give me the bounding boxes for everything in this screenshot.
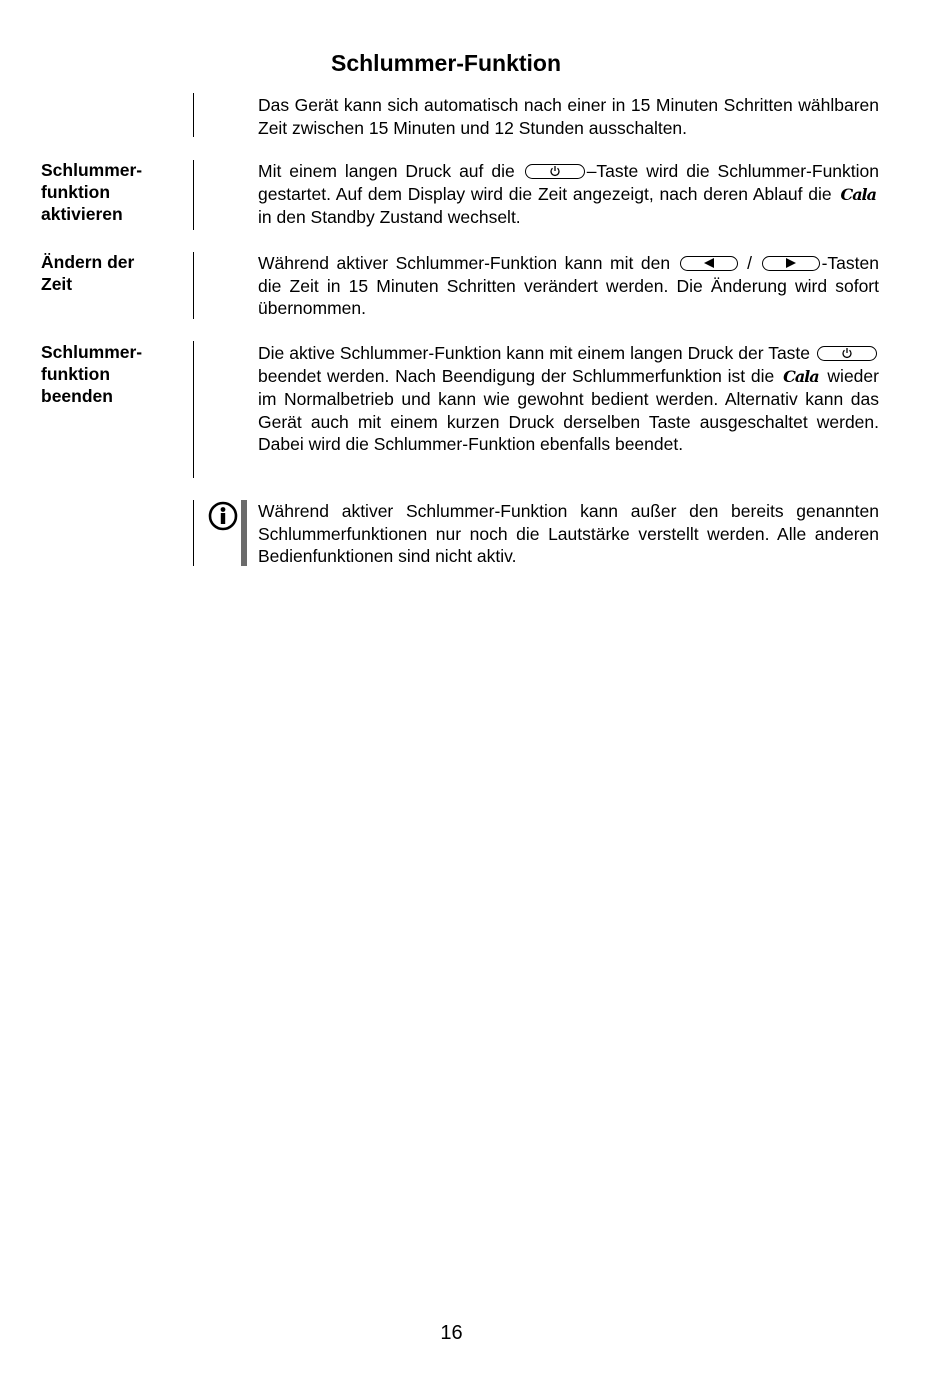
left-arrow-icon: [703, 258, 715, 269]
heading-line: funktion: [41, 364, 111, 384]
info-icon: [208, 501, 238, 531]
power-icon: [841, 347, 853, 359]
heading-line: funktion: [41, 182, 111, 202]
section-heading-end: [41, 341, 181, 407]
margin-rule: [193, 341, 194, 478]
section-heading-change-time: [41, 251, 181, 295]
heading-line: Zeit: [41, 274, 73, 294]
text-segment: –Taste wird die Schlummer-Funktion gestartet. Auf dem Display wird die Zeit angezeigt, nach deren Ablauf die: [258, 161, 879, 204]
text-segment: Mit einem langen Druck auf die: [258, 161, 515, 181]
text-segment: -Tasten die Zeit in 15 Minuten Schritten verändert werden. Die Änderung wird sofort übernommen.: [258, 253, 879, 318]
section-activate-text: [258, 160, 879, 229]
power-icon: [549, 165, 561, 177]
text-segment: Die aktive Schlummer-Funktion kann mit einem langen Druck der Taste: [258, 343, 811, 363]
margin-rule: [193, 160, 194, 230]
brand-logo: Cala: [783, 366, 819, 386]
brand-logo: Cala: [840, 184, 876, 204]
text-segment: Während aktiver Schlummer-Funktion kann mit den: [258, 253, 671, 273]
heading-line: Schlummer-: [41, 160, 143, 180]
right-button-symbol: [762, 256, 820, 271]
left-button-symbol: [680, 256, 738, 271]
page-title: Schlummer-Funktion: [331, 50, 562, 76]
intro-paragraph: Das Gerät kann sich automatisch nach einer in 15 Minuten Schritten wählbaren Zeit zwischen 15 Minuten und 12 Stunden ausschalten.: [258, 95, 879, 138]
heading-line: Ändern der: [41, 252, 135, 272]
separator-slash: /: [747, 253, 753, 273]
margin-rule: [193, 93, 194, 137]
margin-rule: [193, 252, 194, 319]
text-segment: in den Standby Zustand wechselt.: [258, 207, 521, 227]
right-arrow-icon: [785, 258, 797, 269]
heading-line: Schlummer-: [41, 342, 143, 362]
heading-line: beenden: [41, 386, 113, 406]
power-button-symbol: [525, 164, 585, 179]
section-end-text: [258, 342, 879, 456]
text-segment: beendet werden. Nach Beendigung der Schlummerfunktion ist die: [258, 365, 775, 386]
margin-rule: [193, 500, 194, 566]
info-note-bar: [241, 500, 247, 566]
section-heading-activate: [41, 159, 181, 225]
section-change-time-text: [258, 252, 879, 320]
text-segment: wieder im Normalbetrieb und kann wie gewohnt bedient werden. Alternativ kann das Gerät auch mit einem kurzen Druck derselben Taste ausgeschaltet werden. Dabei wird die Schlummer-Funktion ebenfalls beendet.: [258, 365, 879, 454]
page-number: 16: [440, 1322, 463, 1344]
info-note-text: Während aktiver Schlummer-Funktion kann außer den bereits genannten Schlummerfunktionen nur noch die Lautstärke verstellt werden. Alle anderen Bedienfunktionen sind nicht aktiv.: [258, 501, 879, 566]
power-button-symbol: [817, 346, 877, 361]
heading-line: aktivieren: [41, 204, 123, 224]
